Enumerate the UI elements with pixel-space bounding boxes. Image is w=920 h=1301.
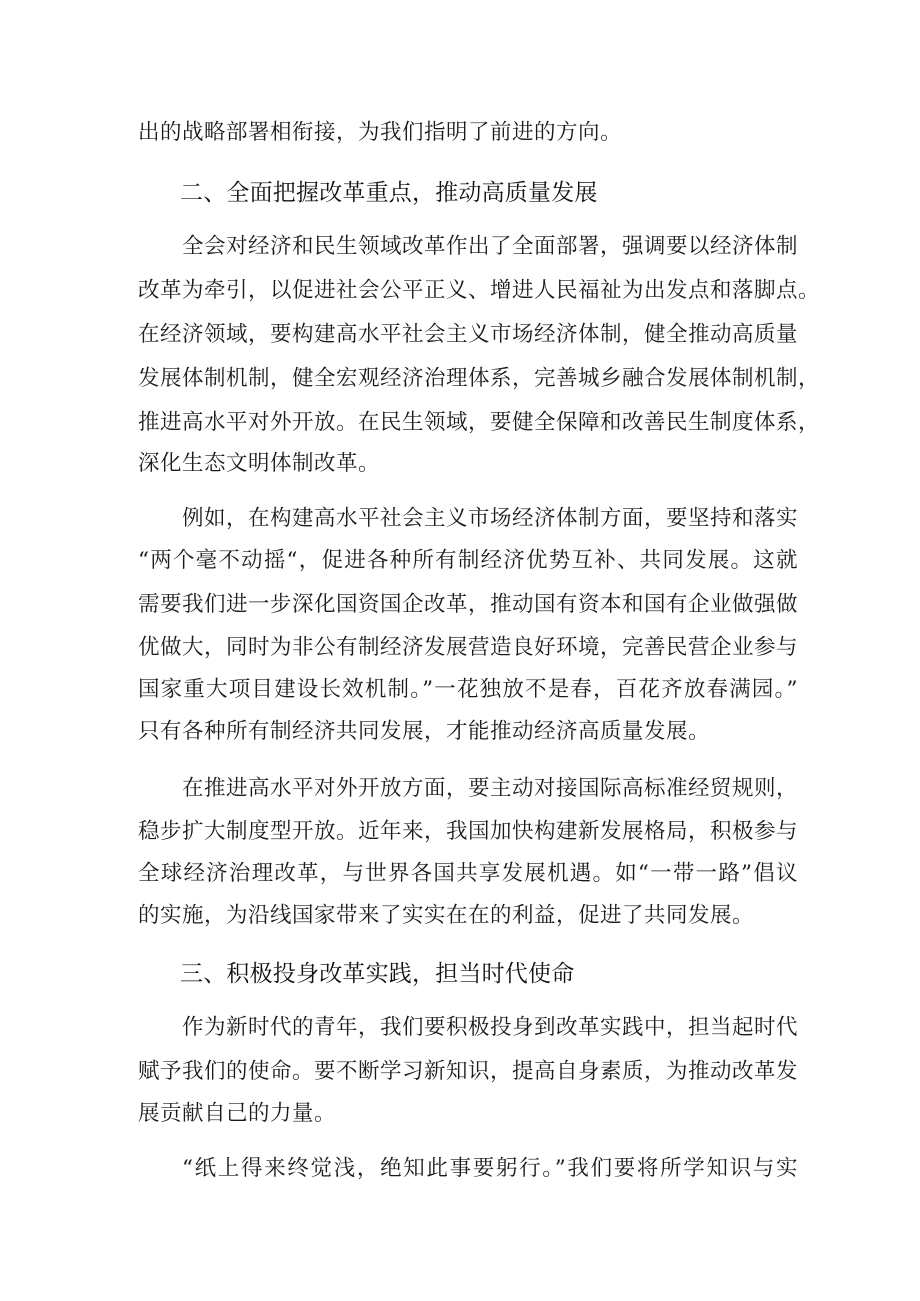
paragraph-line: 稳步扩大制度型开放。近年来，我国加快构建新发展格局，积极参与 [138,819,799,844]
paragraph-line: 作为新时代的青年，我们要积极投身到改革实践中，担当起时代 [182,1015,799,1040]
paragraph-line: 在推进高水平对外开放方面，要主动对接国际高标准经贸规则， [182,776,799,801]
paragraph-line: 优做大，同时为非公有制经济发展营造良好环境，完善民营企业参与 [138,635,799,660]
paragraph-line: 需要我们进一步深化国资国企改革，推动国有资本和国有企业做强做 [138,592,799,617]
paragraph-line: 例如，在构建高水平社会主义市场经济体制方面，要坚持和落实 [182,506,799,531]
paragraph-line: 的实施，为沿线国家带来了实实在在的利益，促进了共同发展。 [138,903,755,928]
paragraph-line: 改革为牵引，以促进社会公平正义、增进人民福祉为出发点和落脚点。 [138,278,821,303]
paragraph-line: 全球经济治理改革，与世界各国共享发展机遇。如“一带一路”倡议 [138,861,798,886]
paragraph-line: 只有各种所有制经济共同发展，才能推动经济高质量发展。 [138,719,711,744]
section-heading-3: 三、积极投身改革实践，担当时代使命 [180,961,575,987]
paragraph-line: 发展体制机制，健全宏观经济治理体系，完善城乡融合发展体制机制， [138,366,821,391]
paragraph-line: 赋予我们的使命。要不断学习新知识，提高自身素质，为推动改革发 [138,1059,799,1084]
paragraph-line: 出的战略部署相衔接，为我们指明了前进的方向。 [138,120,623,145]
section-heading-2: 二、全面把握改革重点，推动高质量发展 [180,180,598,206]
paragraph-line: 在经济领域，要构建高水平社会主义市场经济体制，健全推动高质量 [138,322,799,347]
paragraph-line: 展贡献自己的力量。 [138,1101,337,1126]
paragraph-line: 全会对经济和民生领域改革作出了全面部署，强调要以经济体制 [182,234,799,259]
paragraph-line: 国家重大项目建设长效机制。”一花独放不是春，百花齐放春满园。” [138,677,798,702]
paragraph-line: 推进高水平对外开放。在民生领域，要健全保障和改善民生制度体系， [138,410,821,435]
paragraph-line: “纸上得来终觉浅，绝知此事要躬行。”我们要将所学知识与实 [182,1156,798,1181]
paragraph-line: “两个毫不动摇“，促进各种所有制经济优势互补、共同发展。这就 [138,548,798,573]
paragraph-line: 深化生态文明体制改革。 [138,451,381,476]
